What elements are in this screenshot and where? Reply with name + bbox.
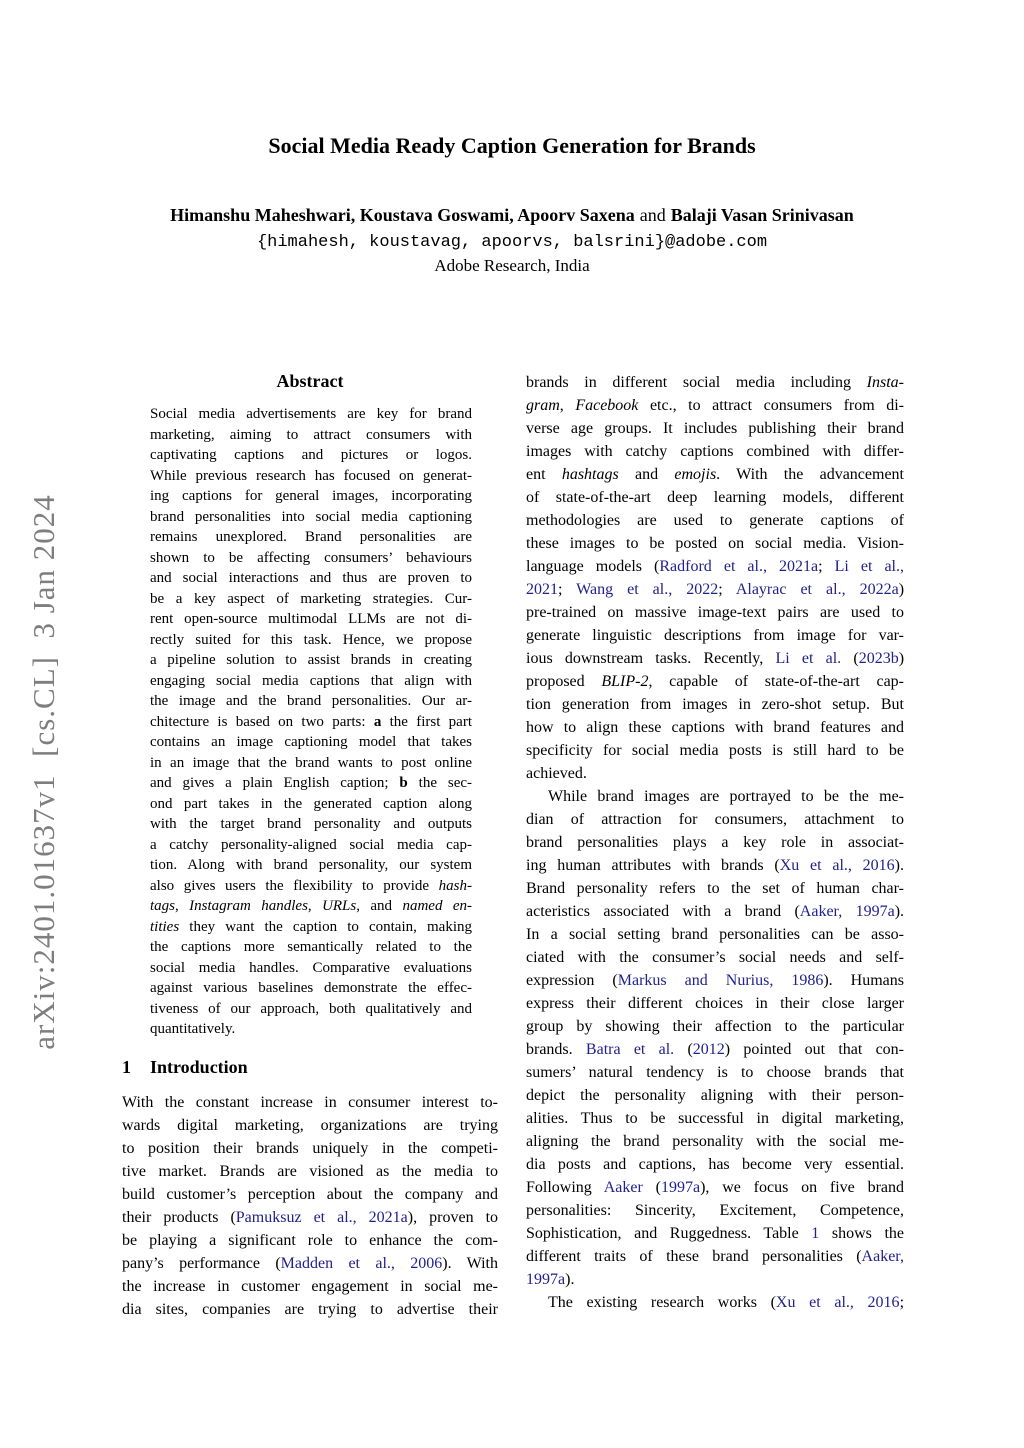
two-column-body: [122, 371, 1024, 1321]
text-line: and gives a plain English caption; b the sec-: [150, 775, 473, 791]
paper-title: Social Media Ready Caption Generation for Brands: [268, 133, 756, 158]
text-line: acteristics associated with a brand (Aaker, 1997a).: [526, 903, 905, 920]
citation-link[interactable]: Xu et al., 2016: [775, 1294, 900, 1311]
text-line: captivating captions and pictures or logos.: [150, 447, 472, 463]
text-line: alities. Thus to be successful in digital marketing,: [526, 1110, 904, 1127]
text-line: ent hashtags and emojis. With the advancement: [526, 466, 904, 483]
text-line: with the target brand personality and outputs: [150, 816, 472, 832]
author-group-2: Balaji Vasan Srinivasan: [670, 205, 854, 225]
citation-link[interactable]: Pamuksuz et al., 2021a: [235, 1208, 408, 1226]
citation-link[interactable]: Xu et al., 2016: [779, 857, 895, 874]
text-line: against various baselines demonstrate the effec-: [150, 980, 472, 996]
styled-text: Instagram handles: [189, 898, 308, 914]
authors-and: and: [639, 205, 666, 225]
arxiv-watermark: arXiv:2401.01637v1 [cs.CL] 3 Jan 2024: [26, 494, 61, 1050]
text-line: these images to be posted on social media. Vision-: [526, 535, 904, 552]
abstract-heading: Abstract: [276, 371, 344, 391]
text-line: group by showing their affection to the particular: [526, 1018, 904, 1035]
styled-text: a: [373, 713, 382, 730]
right-column: [526, 371, 904, 1321]
text-line: brands. Batra et al. (2012) pointed out that con-: [526, 1041, 905, 1058]
text-line: a pipeline solution to assist brands in creating: [150, 652, 472, 668]
section-heading-introduction: [122, 1057, 498, 1078]
text-line: tion. Along with brand personality, our system: [150, 857, 472, 873]
right-paragraph-1: [526, 371, 904, 785]
text-line: the image and the brand personalities. Our ar-: [150, 693, 472, 709]
right-paragraph-2: [526, 785, 904, 1291]
text-line: social media handles. Comparative evaluations: [150, 959, 472, 976]
text-line: remains unexplored. Brand personalities are: [150, 529, 472, 545]
styled-text: Insta-: [866, 374, 904, 391]
citation-link[interactable]: 2012: [692, 1041, 725, 1058]
styled-text: tities: [150, 918, 180, 935]
text-line: While previous research has focused on generat-: [150, 467, 472, 484]
text-line: dia posts and captions, has become very essential.: [526, 1156, 904, 1173]
text-line: of state-of-the-art deep learning models, different: [526, 489, 904, 506]
text-line: to position their brands uniquely in the competi-: [122, 1139, 498, 1157]
text-line: images with catchy captions combined with differ-: [526, 443, 904, 460]
text-line: engaging social media captions that align with: [150, 672, 472, 689]
text-line: Sophistication, and Ruggedness. Table 1 shows the: [526, 1225, 904, 1242]
affiliation: Adobe Research, India: [434, 256, 590, 275]
author-emails: {himahesh, koustavag, apoorvs, balsrini}@adobe.com: [256, 233, 768, 252]
section-number: 1: [122, 1056, 131, 1077]
citation-link[interactable]: 1997a: [660, 1179, 701, 1196]
styled-text: Facebook: [575, 397, 639, 414]
text-line: The existing research works (Xu et al., 2016;: [548, 1294, 905, 1311]
text-line: be playing a significant role to enhance the com-: [122, 1231, 498, 1249]
styled-text: emojis: [674, 466, 717, 483]
text-line: contains an image captioning model that takes: [150, 734, 472, 750]
text-line: wards digital marketing, organizations are trying: [122, 1116, 498, 1134]
text-line: language models (Radford et al., 2021a; Li et al.,: [526, 558, 904, 575]
styled-text: BLIP-2: [601, 673, 649, 690]
text-line: rectly suited for this task. Hence, we propose: [150, 631, 472, 648]
text-line: generate linguistic descriptions from image for var-: [526, 627, 904, 644]
styled-text: URLs: [322, 898, 357, 914]
citation-link[interactable]: 1997a: [526, 1271, 566, 1288]
text-line: build customer’s perception about the company and: [122, 1185, 498, 1203]
text-line: expression (Markus and Nurius, 1986). Humans: [526, 972, 904, 989]
text-line: ing human attributes with brands (Xu et al., 2016).: [526, 857, 904, 874]
text-line: marketing, aiming to attract consumers with: [150, 426, 472, 443]
author-group-1: Himanshu Maheshwari, Koustava Goswami, Apoorv Saxena: [170, 205, 635, 225]
text-line: in an image that the brand wants to post online: [150, 754, 472, 771]
text-line: a catchy personality-aligned social media cap-: [150, 836, 472, 853]
text-line: sumers’ natural tendency is to choose brands that: [526, 1064, 904, 1081]
text-line: brand personalities into social media captioning: [150, 508, 472, 525]
text-line: While brand images are portrayed to be the me-: [548, 788, 904, 805]
text-line: rent open-source multimodal LLMs are not di-: [150, 611, 472, 627]
text-line: aligning the brand personality with the social me-: [526, 1133, 904, 1150]
text-line: express their different choices in their close larger: [526, 995, 904, 1012]
text-line: and social interactions and thus are proven to: [150, 570, 472, 586]
text-line: dia sites, companies are trying to advertise their: [122, 1300, 498, 1318]
styled-text: named en-: [402, 898, 472, 914]
citation-link[interactable]: Aaker, 1997a: [799, 903, 895, 920]
introduction-paragraph-1: [122, 1091, 498, 1321]
text-line: proposed BLIP-2, capable of state-of-the-art cap-: [526, 673, 905, 690]
text-line: ciated with the consumer’s social needs and self-: [526, 949, 904, 966]
text-line: ing captions for general images, incorporating: [150, 488, 472, 504]
text-line: also gives users the flexibility to provide hash-: [150, 877, 472, 894]
text-line: ious downstream tasks. Recently, Li et al. (2023b): [526, 650, 905, 667]
text-line: 1997a).: [526, 1271, 575, 1288]
styled-text: b: [399, 775, 408, 791]
text-line: their products (Pamuksuz et al., 2021a), proven to: [122, 1208, 499, 1226]
text-line: In a social setting brand personalities can be asso-: [526, 926, 904, 943]
text-line: the increase in customer engagement in social me-: [122, 1277, 498, 1295]
citation-link[interactable]: Aaker: [603, 1179, 643, 1196]
text-line: tiveness of our approach, both qualitatively and: [150, 1000, 472, 1017]
citation-link[interactable]: Li et al.,: [834, 558, 904, 575]
text-line: brands in different social media including Insta-: [526, 374, 904, 391]
citation-link[interactable]: Aaker,: [861, 1248, 904, 1265]
text-line: depict the personality aligning with their person-: [526, 1087, 904, 1104]
citation-link[interactable]: Markus and Nurius, 1986: [617, 972, 824, 989]
text-line: dian of attraction for consumers, attachment to: [526, 811, 904, 828]
styled-text: hash-: [438, 877, 472, 894]
text-line: the captions more semantically related to the: [150, 939, 472, 955]
text-line: 2021; Wang et al., 2022; Alayrac et al., 2022a): [526, 581, 905, 598]
styled-text: tags: [150, 898, 176, 914]
text-line: chitecture is based on two parts: a the first part: [150, 713, 472, 730]
text-line: specificity for social media posts is still hard to be: [526, 742, 904, 759]
text-line: With the constant increase in consumer interest to-: [122, 1093, 498, 1111]
text-line: quantitatively.: [150, 1021, 236, 1037]
text-line: gram, Facebook etc., to attract consumers from di-: [526, 397, 905, 414]
text-line: Following Aaker (1997a), we focus on five brand: [526, 1179, 905, 1196]
text-line: personalities: Sincerity, Excitement, Competence,: [526, 1202, 904, 1219]
citation-link[interactable]: Li et al.: [775, 650, 842, 667]
citation-link[interactable]: 2023b: [858, 650, 899, 667]
citation-link[interactable]: 2021: [526, 581, 558, 598]
styled-text: hashtags: [561, 466, 619, 483]
styled-text: gram: [526, 397, 560, 414]
section-title: Introduction: [150, 1056, 248, 1077]
citation-link[interactable]: 1: [811, 1225, 820, 1242]
left-column: [122, 371, 498, 1321]
text-line: how to align these captions with brand features and: [526, 719, 904, 736]
text-line: brand personalities plays a key role in associat-: [526, 834, 904, 851]
citation-link[interactable]: Alayrac et al., 2022a: [735, 581, 899, 598]
text-line: verse age groups. It includes publishing their brand: [526, 420, 904, 437]
text-line: ond part takes in the generated caption along: [150, 795, 472, 812]
authors-line: [0, 205, 1024, 226]
abstract-body: [150, 404, 472, 1040]
citation-link[interactable]: Batra et al.: [585, 1041, 675, 1058]
right-paragraph-3: [526, 1291, 904, 1314]
citation-link[interactable]: Radford et al., 2021a: [659, 558, 819, 575]
text-line: be a key aspect of marketing strategies. Cur-: [150, 590, 472, 607]
text-line: pre-trained on massive image-text pairs are used to: [526, 604, 904, 621]
text-line: pany’s performance (Madden et al., 2006). With: [122, 1254, 498, 1272]
text-line: tive market. Brands are visioned as the media to: [122, 1162, 498, 1180]
text-line: methodologies are used to generate captions of: [526, 512, 904, 529]
text-line: achieved.: [526, 765, 587, 782]
text-line: Brand personality refers to the set of human char-: [526, 880, 904, 897]
citation-link[interactable]: Wang et al., 2022: [576, 581, 719, 598]
text-line: Social media advertisements are key for brand: [150, 406, 472, 422]
text-line: tities they want the caption to contain, making: [150, 918, 472, 935]
text-line: shown to be affecting consumers’ behaviours: [150, 549, 472, 566]
text-line: tags, Instagram handles, URLs, and named en-: [150, 898, 472, 914]
text-line: tion generation from images in zero-shot setup. But: [526, 696, 904, 713]
text-line: different traits of these brand personalities (Aaker,: [526, 1248, 904, 1265]
citation-link[interactable]: Madden et al., 2006: [280, 1254, 443, 1272]
